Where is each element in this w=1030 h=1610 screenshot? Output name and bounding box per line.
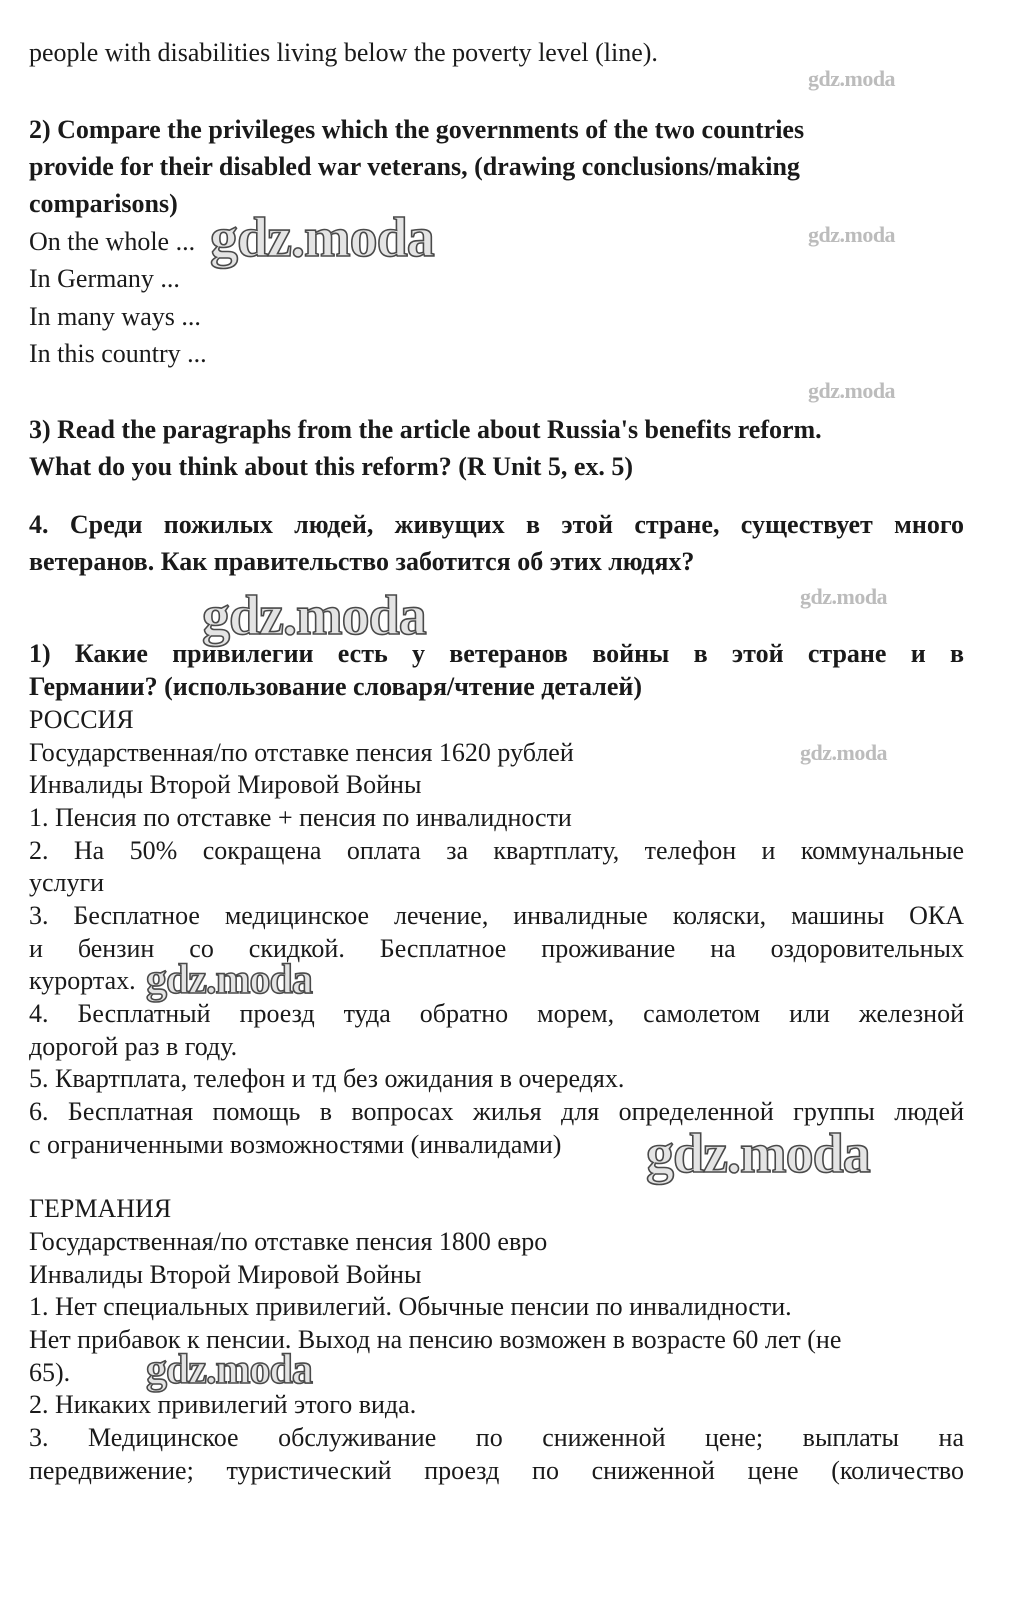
prompt-line: In many ways ... [29,302,201,331]
list-item: 1. Пенсия по отставке + пенсия по инвалидности [29,803,572,832]
translation-heading: 1) Какие привилегии есть у ветеранов войны в этой стране и в [29,639,964,668]
body-text-line: Инвалиды Второй Мировой Войны [29,770,422,799]
task-heading: provide for their disabled war veterans, (drawing conclusions/making [29,152,800,181]
body-text-line: people with disabilities living below the poverty level (line). [29,38,658,67]
watermark-small: gdz.moda [800,584,888,609]
list-item: Нет прибавок к пенсии. Выход на пенсию возможен в возрасте 60 лет (не [29,1325,842,1354]
prompt-line: In Germany ... [29,264,180,293]
watermark-large: gdz.moda [646,1123,870,1185]
list-item: услуги [29,868,105,897]
body-text-line: Государственная/по отставке пенсия 1800 евро [29,1227,548,1256]
list-item: 2. Никаких привилегий этого вида. [29,1390,417,1419]
body-text-line: Инвалиды Второй Мировой Войны [29,1260,422,1289]
list-item: 4. Бесплатный проезд туда обратно морем, самолетом или железной [29,999,964,1028]
watermark-large: gdz.moda [210,207,434,269]
list-item: 5. Квартплата, телефон и тд без ожидания в очередях. [29,1064,625,1093]
prompt-line: On the whole ... [29,227,196,256]
list-item: 2. На 50% сокращена оплата за квартплату, телефон и коммунальные [29,836,964,865]
translation-heading: ветеранов. Как правительство заботится об этих людях? [29,547,695,576]
watermark-small: gdz.moda [808,66,896,91]
list-item: курортах. [29,966,136,995]
watermark-large: gdz.moda [146,1347,312,1393]
prompt-line: In this country ... [29,339,207,368]
list-item: 65). [29,1358,71,1387]
list-item: дорогой раз в году. [29,1032,238,1061]
list-item: с ограниченными возможностями (инвалидами) [29,1130,562,1159]
body-text-line: Государственная/по отставке пенсия 1620 рублей [29,738,574,767]
list-item: 6. Бесплатная помощь в вопросах жилья для определенной группы людей [29,1097,964,1126]
watermark-small: gdz.moda [800,740,888,765]
task-heading: 3) Read the paragraphs from the article about Russia's benefits reform. [29,415,822,444]
list-item: 3. Медицинское обслуживание по сниженной цене; выплаты на [29,1423,964,1452]
task-heading: What do you think about this reform? (R Unit 5, ex. 5) [29,452,634,481]
list-item: 1. Нет специальных привилегий. Обычные пенсии по инвалидности. [29,1292,792,1321]
section-title-germany: ГЕРМАНИЯ [29,1194,172,1223]
task-heading: comparisons) [29,189,178,218]
list-item: и бензин со скидкой. Бесплатное проживание на оздоровительных [29,934,964,963]
watermark-small: gdz.moda [808,222,896,247]
list-item: 3. Бесплатное медицинское лечение, инвалидные коляски, машины ОКА [29,901,964,930]
watermark-small: gdz.moda [808,378,896,403]
watermark-large: gdz.moda [146,957,312,1003]
translation-heading: Германии? (использование словаря/чтение деталей) [29,672,643,701]
list-item: передвижение; туристический проезд по сниженной цене (количество [29,1456,964,1485]
task-heading: 2) Compare the privileges which the governments of the two countries [29,115,805,144]
section-title-russia: РОССИЯ [29,705,134,734]
translation-heading: 4. Среди пожилых людей, живущих в этой стране, существует много [29,510,964,539]
watermark-large: gdz.moda [202,585,426,647]
